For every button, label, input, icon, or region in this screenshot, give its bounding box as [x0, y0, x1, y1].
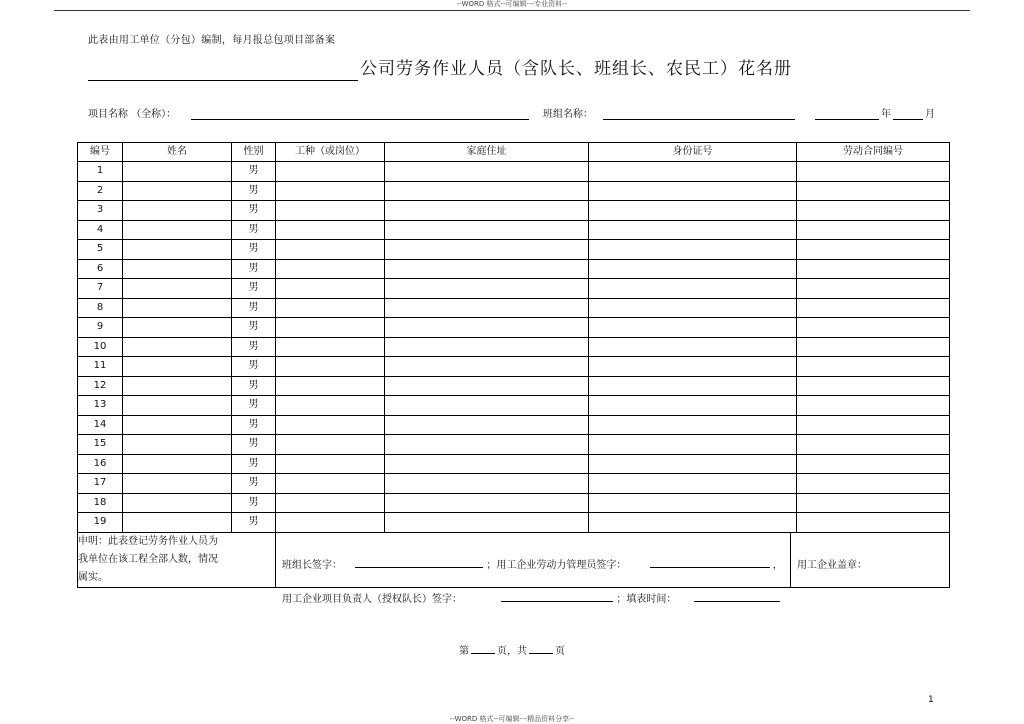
contract-number-cell[interactable]	[797, 357, 950, 377]
contract-number-cell[interactable]	[797, 279, 950, 299]
sex-cell: 男	[232, 181, 276, 201]
sex-cell: 男	[232, 240, 276, 260]
table-row	[78, 162, 950, 182]
row-number: 18	[78, 493, 123, 513]
table-row	[78, 474, 950, 494]
sex-cell: 男	[232, 415, 276, 435]
labor-manager-sign-label: ；用工企业劳动力管理员签字：	[486, 559, 627, 571]
project-leader-sign-field[interactable]	[501, 591, 613, 602]
row-number: 4	[78, 220, 123, 240]
sex-cell: 男	[232, 298, 276, 318]
contract-number-cell[interactable]	[797, 474, 950, 494]
sex-cell: 男	[232, 513, 276, 533]
job-cell[interactable]	[276, 220, 385, 240]
sex-cell: 男	[232, 162, 276, 182]
table-header-row	[78, 143, 950, 162]
table-row	[78, 259, 950, 279]
contract-number-cell[interactable]	[797, 201, 950, 221]
id-number-cell[interactable]	[589, 162, 797, 182]
pager	[0, 642, 1024, 657]
job-cell[interactable]	[276, 396, 385, 416]
contract-number-cell[interactable]	[797, 376, 950, 396]
column-header: 家庭住址	[385, 143, 589, 162]
id-number-cell[interactable]	[589, 513, 797, 533]
id-number-cell[interactable]	[589, 240, 797, 260]
address-cell[interactable]	[385, 357, 589, 377]
row-number: 5	[78, 240, 123, 260]
contract-number-cell[interactable]	[797, 181, 950, 201]
sex-cell: 男	[232, 376, 276, 396]
address-cell[interactable]	[385, 162, 589, 182]
page-footer-text: --WORD 格式--可编辑---精品资料分享--	[449, 715, 575, 723]
fill-time-field[interactable]	[694, 591, 780, 602]
note-text: 此表由用工单位（分包）编制，每月报总包项目部备案	[88, 35, 336, 46]
month-field[interactable]	[893, 118, 923, 120]
contract-number-cell[interactable]	[797, 396, 950, 416]
month-label: 月	[925, 109, 935, 120]
pager-mid: 页，共	[497, 646, 527, 657]
id-number-cell[interactable]	[589, 181, 797, 201]
contract-number-cell[interactable]	[797, 513, 950, 533]
name-cell[interactable]	[123, 513, 232, 533]
sex-cell: 男	[232, 279, 276, 299]
sex-cell: 男	[232, 318, 276, 338]
table-row	[78, 220, 950, 240]
total-pages-field[interactable]	[529, 643, 553, 654]
labor-manager-sign-field[interactable]	[650, 557, 770, 568]
year-label: 年	[881, 109, 891, 120]
job-cell[interactable]	[276, 376, 385, 396]
comma-separator: ，	[772, 559, 783, 571]
address-cell[interactable]	[385, 201, 589, 221]
id-number-cell[interactable]	[589, 279, 797, 299]
sex-cell: 男	[232, 474, 276, 494]
declaration-line: 我单位在该工程全部人数，情况	[78, 553, 218, 565]
id-number-cell[interactable]	[589, 298, 797, 318]
declaration-row	[78, 532, 950, 587]
page-number: 1	[928, 695, 934, 705]
column-header: 性别	[232, 143, 276, 162]
contract-number-cell[interactable]	[797, 162, 950, 182]
row-number: 17	[78, 474, 123, 494]
name-cell[interactable]	[123, 435, 232, 455]
table-row	[78, 181, 950, 201]
name-cell[interactable]	[123, 181, 232, 201]
team-leader-sign-field[interactable]	[355, 557, 483, 568]
job-cell[interactable]	[276, 357, 385, 377]
id-number-cell[interactable]	[589, 435, 797, 455]
row-number: 8	[78, 298, 123, 318]
row-number: 3	[78, 201, 123, 221]
project-row	[88, 104, 938, 122]
name-cell[interactable]	[123, 220, 232, 240]
address-cell[interactable]	[385, 337, 589, 357]
address-cell[interactable]	[385, 474, 589, 494]
project-leader-sign-label: 用工企业项目负责人（授权队长）签字：	[282, 593, 462, 605]
address-cell[interactable]	[385, 220, 589, 240]
signature-cell	[276, 532, 950, 605]
fill-time-label: ；填表时间：	[616, 593, 677, 605]
id-number-cell[interactable]	[589, 337, 797, 357]
table-row	[78, 357, 950, 377]
declaration-cell	[78, 532, 276, 587]
name-cell[interactable]	[123, 376, 232, 396]
job-cell[interactable]	[276, 279, 385, 299]
table-row	[78, 396, 950, 416]
table-row	[78, 376, 950, 396]
job-cell[interactable]	[276, 513, 385, 533]
id-number-cell[interactable]	[589, 493, 797, 513]
name-cell[interactable]	[123, 415, 232, 435]
sex-cell: 男	[232, 201, 276, 221]
address-cell[interactable]	[385, 181, 589, 201]
table-row	[78, 279, 950, 299]
page-title: 公司劳务作业人员（含队长、班组长、农民工）花名册	[360, 59, 792, 79]
job-cell[interactable]	[276, 318, 385, 338]
address-cell[interactable]	[385, 376, 589, 396]
name-cell[interactable]	[123, 357, 232, 377]
column-header: 身份证号	[589, 143, 797, 162]
declaration-line: 属实。	[78, 571, 108, 583]
sex-cell: 男	[232, 454, 276, 474]
title-row	[88, 55, 792, 81]
name-cell[interactable]	[123, 201, 232, 221]
contract-number-cell[interactable]	[797, 454, 950, 474]
team-leader-sign-label: 班组长签字：	[282, 559, 342, 571]
name-cell[interactable]	[123, 454, 232, 474]
contract-number-cell[interactable]	[797, 259, 950, 279]
sex-cell: 男	[232, 259, 276, 279]
name-cell[interactable]	[123, 396, 232, 416]
job-cell[interactable]	[276, 259, 385, 279]
company-name-blank[interactable]	[88, 58, 358, 81]
pager-suffix: 页	[555, 646, 565, 657]
job-cell[interactable]	[276, 240, 385, 260]
row-number: 13	[78, 396, 123, 416]
id-number-cell[interactable]	[589, 376, 797, 396]
address-cell[interactable]	[385, 454, 589, 474]
row-number: 12	[78, 376, 123, 396]
declaration-line: 申明：此表登记劳务作业人员为	[78, 535, 218, 547]
table-row	[78, 415, 950, 435]
contract-number-cell[interactable]	[797, 493, 950, 513]
id-number-cell[interactable]	[589, 259, 797, 279]
contract-number-cell[interactable]	[797, 220, 950, 240]
column-header: 姓名	[123, 143, 232, 162]
address-cell[interactable]	[385, 240, 589, 260]
table-row	[78, 240, 950, 260]
row-number: 10	[78, 337, 123, 357]
contract-number-cell[interactable]	[797, 318, 950, 338]
table-row	[78, 435, 950, 455]
id-number-cell[interactable]	[589, 220, 797, 240]
id-number-cell[interactable]	[589, 454, 797, 474]
row-number: 2	[78, 181, 123, 201]
row-number: 14	[78, 415, 123, 435]
contract-number-cell[interactable]	[797, 298, 950, 318]
row-number: 16	[78, 454, 123, 474]
row-number: 15	[78, 435, 123, 455]
contract-number-cell[interactable]	[797, 415, 950, 435]
signature-line-2	[282, 591, 780, 609]
signature-line-1	[282, 557, 783, 575]
name-cell[interactable]	[123, 474, 232, 494]
project-name-field[interactable]	[191, 118, 529, 120]
column-header: 劳动合同编号	[797, 143, 950, 162]
column-header: 编号	[78, 143, 123, 162]
current-page-field[interactable]	[471, 643, 495, 654]
name-cell[interactable]	[123, 493, 232, 513]
job-cell[interactable]	[276, 337, 385, 357]
address-cell[interactable]	[385, 435, 589, 455]
sex-cell: 男	[232, 357, 276, 377]
contract-number-cell[interactable]	[797, 337, 950, 357]
job-cell[interactable]	[276, 181, 385, 201]
page-header-text: --WORD 格式--可编辑---专业资料--	[456, 0, 568, 8]
job-cell[interactable]	[276, 201, 385, 221]
project-name-label: 项目名称 （全称）：	[88, 109, 177, 120]
sex-cell: 男	[232, 337, 276, 357]
sex-cell: 男	[232, 493, 276, 513]
id-number-cell[interactable]	[589, 415, 797, 435]
name-cell[interactable]	[123, 162, 232, 182]
table-row	[78, 318, 950, 338]
id-number-cell[interactable]	[589, 318, 797, 338]
seal-label: 用工企业盖章：	[797, 559, 867, 571]
id-number-cell[interactable]	[589, 357, 797, 377]
address-cell[interactable]	[385, 298, 589, 318]
job-cell[interactable]	[276, 415, 385, 435]
address-cell[interactable]	[385, 513, 589, 533]
address-cell[interactable]	[385, 415, 589, 435]
team-name-field[interactable]	[603, 118, 795, 120]
table-row	[78, 201, 950, 221]
address-cell[interactable]	[385, 318, 589, 338]
job-cell[interactable]	[276, 435, 385, 455]
row-number: 6	[78, 259, 123, 279]
sex-cell: 男	[232, 220, 276, 240]
id-number-cell[interactable]	[589, 201, 797, 221]
job-cell[interactable]	[276, 474, 385, 494]
sex-cell: 男	[232, 396, 276, 416]
contract-number-cell[interactable]	[797, 240, 950, 260]
row-number: 9	[78, 318, 123, 338]
seal-divider	[790, 533, 791, 587]
column-header: 工种（或岗位）	[276, 143, 385, 162]
table-row	[78, 454, 950, 474]
roster-table	[77, 142, 950, 605]
name-cell[interactable]	[123, 279, 232, 299]
job-cell[interactable]	[276, 493, 385, 513]
header-divider	[54, 10, 970, 11]
row-number: 19	[78, 513, 123, 533]
table-row	[78, 493, 950, 513]
sex-cell: 男	[232, 435, 276, 455]
pager-prefix: 第	[459, 646, 469, 657]
contract-number-cell[interactable]	[797, 435, 950, 455]
name-cell[interactable]	[123, 240, 232, 260]
address-cell[interactable]	[385, 493, 589, 513]
table-row	[78, 298, 950, 318]
row-number: 7	[78, 279, 123, 299]
address-cell[interactable]	[385, 279, 589, 299]
job-cell[interactable]	[276, 162, 385, 182]
address-cell[interactable]	[385, 396, 589, 416]
table-row	[78, 513, 950, 533]
name-cell[interactable]	[123, 318, 232, 338]
name-cell[interactable]	[123, 337, 232, 357]
name-cell[interactable]	[123, 259, 232, 279]
job-cell[interactable]	[276, 454, 385, 474]
roster-body	[78, 162, 950, 533]
year-field[interactable]	[815, 118, 879, 120]
id-number-cell[interactable]	[589, 396, 797, 416]
table-row	[78, 337, 950, 357]
row-number: 1	[78, 162, 123, 182]
id-number-cell[interactable]	[589, 474, 797, 494]
address-cell[interactable]	[385, 259, 589, 279]
row-number: 11	[78, 357, 123, 377]
job-cell[interactable]	[276, 298, 385, 318]
name-cell[interactable]	[123, 298, 232, 318]
team-name-label: 班组名称：	[543, 109, 593, 120]
